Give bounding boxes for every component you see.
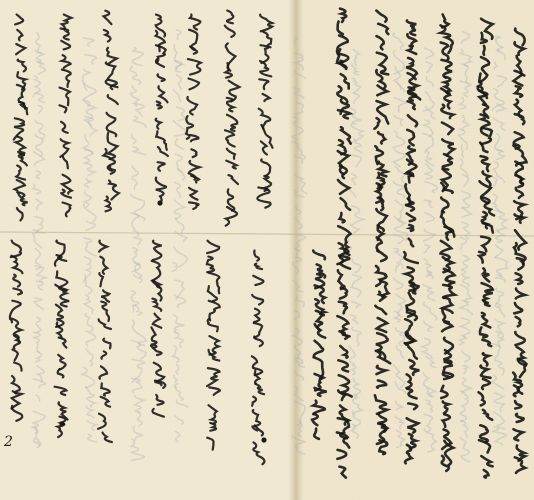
ink-dot bbox=[157, 200, 162, 205]
page-number-mark: 2 bbox=[4, 434, 13, 450]
ink-dot bbox=[59, 421, 64, 426]
ink-stroke bbox=[483, 46, 484, 55]
ink-dot bbox=[261, 437, 266, 442]
ink-stroke bbox=[210, 423, 216, 431]
